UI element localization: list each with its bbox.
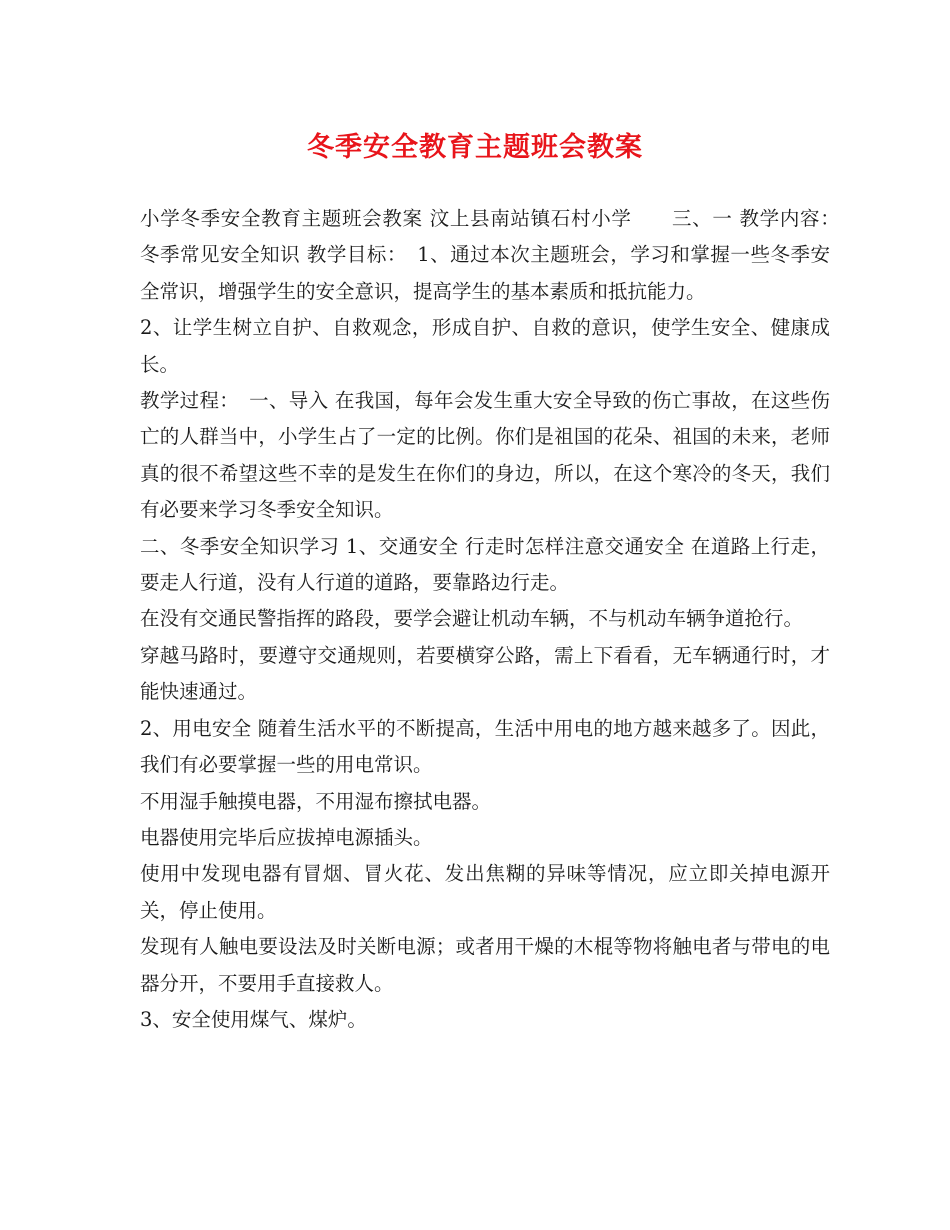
paragraph-unplug: 电器使用完毕后应拔掉电源插头。 xyxy=(140,825,433,849)
paragraph-wet-hands: 不用湿手触摸电器，不用湿布擦拭电器。 xyxy=(140,789,492,813)
document-title: 冬季安全教育主题班会教案 xyxy=(307,132,643,163)
document-body xyxy=(140,201,850,1038)
paragraph-intro: 小学冬季安全教育主题班会教案 汶上县南站镇石村小学 三、一 教学内容： 冬季常见安全知识 教学目标： 1、通过本次主题班会，学习和掌握一些冬季安全常识，增强学生的安全意识，提高学生的基本素质和抵抗能力。 xyxy=(140,207,850,303)
paragraph-goal-2: 2、让学生树立自护、自救观念，形成自护、自救的意识，使学生安全、健康成长。 xyxy=(140,316,830,376)
paragraph-electrocution-rescue: 发现有人触电要设法及时关断电源；或者用干燥的木棍等物将触电者与带电的电器分开，不要用手直接救人。 xyxy=(140,935,830,995)
paragraph-traffic-safety: 二、冬季安全知识学习 1、交通安全 行走时怎样注意交通安全 在道路上行走，要走人行道，没有人行道的道路，要靠路边行走。 xyxy=(140,534,830,595)
paragraph-process-intro: 教学过程： 一、导入 在我国，每年会发生重大安全导致的伤亡事故，在这些伤亡的人群当中，小学生占了一定的比例。你们是祖国的花朵、祖国的未来，老师真的很不希望这些不幸的是发生在你们的身边，所以，在这个寒冷的冬天，我们有必要来学习冬季安全知识。 xyxy=(140,389,830,522)
paragraph-smoke-spark: 使用中发现电器有冒烟、冒火花、发出焦糊的异味等情况，应立即关掉电源开关，停止使用。 xyxy=(140,862,830,922)
paragraph-crossing-road: 穿越马路时，要遵守交通规则，若要横穿公路，需上下看看，无车辆通行时，才能快速通过。 xyxy=(140,643,830,704)
paragraph-traffic-police: 在没有交通民警指挥的路段，要学会避让机动车辆，不与机动车辆争道抢行。 xyxy=(140,607,804,631)
paragraph-electric-safety: 2、用电安全 随着生活水平的不断提高，生活中用电的地方越来越多了。因此，我们有必要掌握一些的用电常识。 xyxy=(140,716,830,777)
paragraph-gas-stove: 3、安全使用煤气、煤炉。 xyxy=(140,1007,367,1031)
